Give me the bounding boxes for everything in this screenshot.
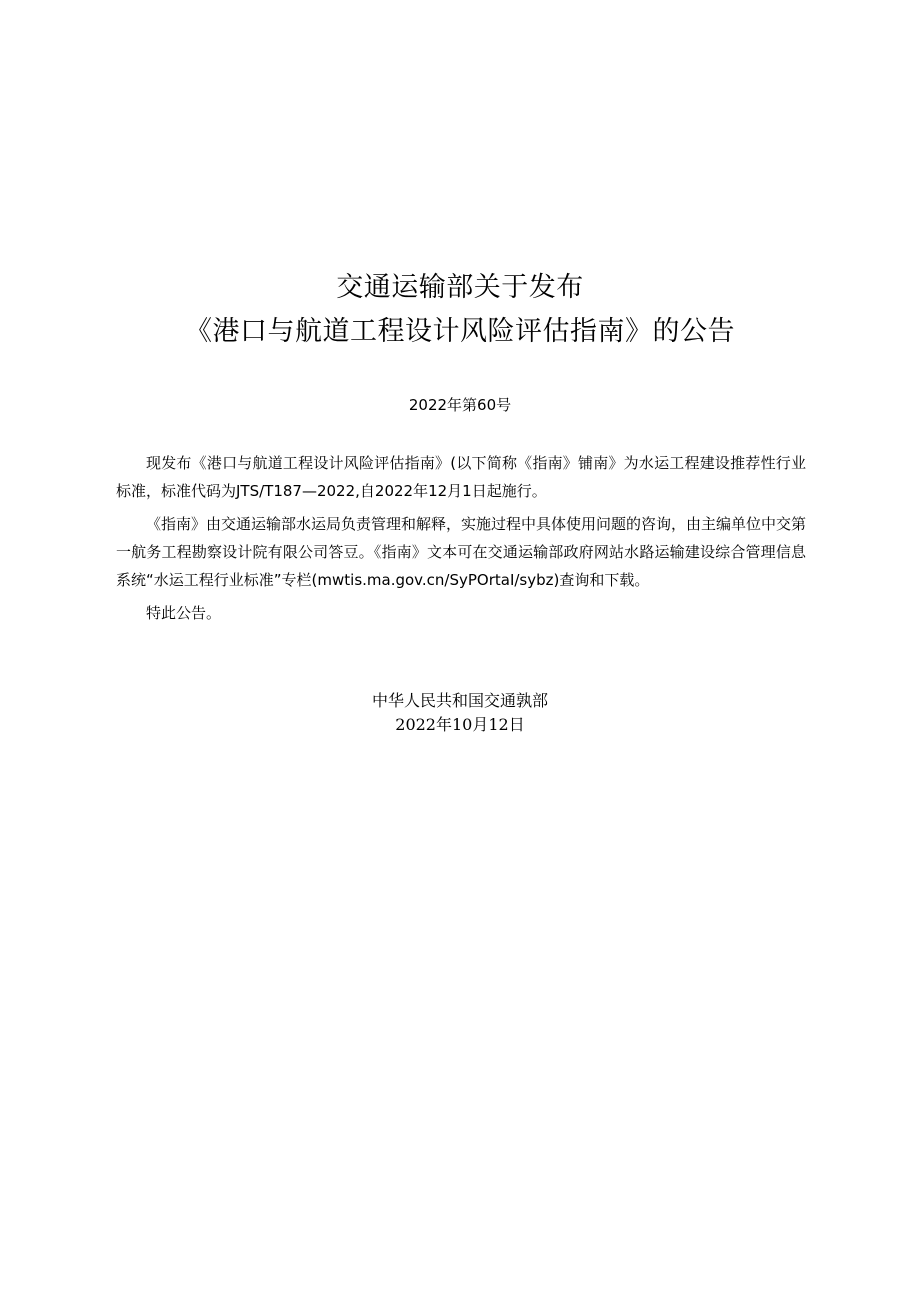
announcement-body xyxy=(116,449,806,632)
title-line-2: 《港口与航道工程设计风险评估指南》的公告 xyxy=(185,316,735,347)
body-paragraph-2: 《指南》由交通运输部水运局负责管理和解释，实施过程中具体使用问题的咨询，由主编单位中交第一航务工程勘察设计院有限公司答豆。《指南》文本可在交通运输部政府网站水路运输建设综合管理信息系统“水运工程行业标准”专栏(mwtis.ma.gov.cn/SyPOrtaI/sybz)查询和下载。 xyxy=(116,515,807,589)
body-paragraph-3: 特此公告。 xyxy=(146,604,222,622)
announcement-title xyxy=(0,266,920,354)
issue-date: 2022年10月12日 xyxy=(395,715,525,734)
document-number: 2022年第60号 xyxy=(408,396,512,414)
title-line-1: 交通运输部关于发布 xyxy=(336,272,584,303)
signature-block xyxy=(0,689,920,737)
body-paragraph-1: 现发布《港口与航道工程设计风险评估指南》(以下简称《指南》铺南》为水运工程建设推荐性行业标准，标准代码为JTS/T187—2022,自2022年12月1日起施行。 xyxy=(116,454,806,500)
issuer-name: 中华人民共和国交通孰部 xyxy=(371,691,548,710)
